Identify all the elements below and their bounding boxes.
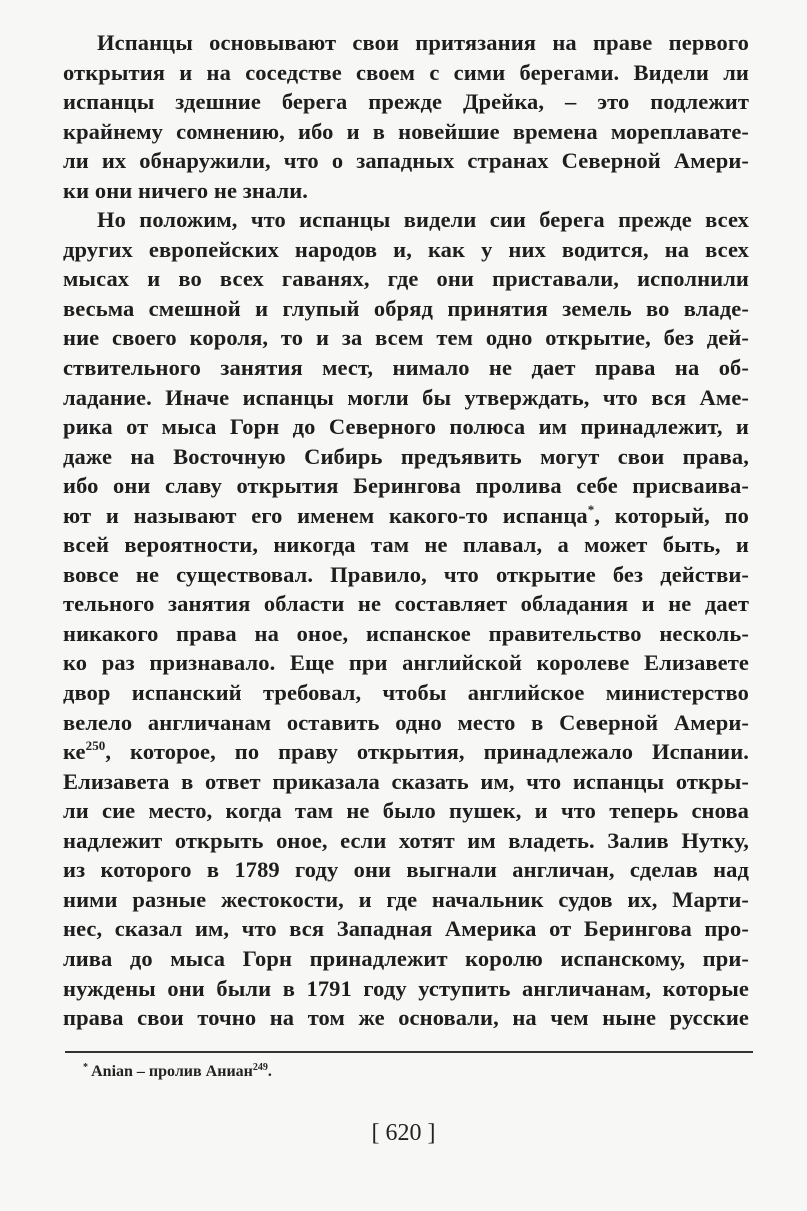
text-line xyxy=(63,708,749,738)
body-text xyxy=(63,28,749,1033)
text-line xyxy=(63,826,749,856)
line-text: ствительного занятия мест, нимало не дает права на об- xyxy=(63,355,749,381)
line-text: всей вероятности, никогда там не плавал, а может быть, и xyxy=(63,532,749,558)
footnote xyxy=(83,1063,272,1081)
text-line xyxy=(63,530,749,560)
line-text: надлежит открыть оное, если хотят им владеть. Залив Нутку, xyxy=(63,827,749,853)
footnote-reference: * xyxy=(587,501,595,517)
line-text: других европейских народов и, как у них водится, на всех xyxy=(63,236,749,262)
text-line xyxy=(63,648,749,678)
line-text: ли сие место, когда там не было пушек, и что теперь снова xyxy=(63,798,749,824)
text-line xyxy=(63,176,749,206)
line-text: даже на Восточную Сибирь предъявить могут свои права, xyxy=(63,443,749,469)
line-text: весьма смешной и глупый обряд принятия земель во владе- xyxy=(63,295,749,321)
line-text: ние своего короля, то и за всем тем одно открытие, без дей- xyxy=(63,325,749,351)
footnote-marker: * xyxy=(83,1062,88,1073)
text-line xyxy=(63,205,749,235)
line-text: испанцы здешние берега прежде Дрейка, – это подлежит xyxy=(63,89,749,115)
text-line xyxy=(63,974,749,1004)
text-line xyxy=(63,737,749,767)
line-text: ке xyxy=(63,739,86,765)
line-text: ними разные жестокости, и где начальник судов их, Марти- xyxy=(63,886,749,912)
line-text: рика от мыса Горн до Северного полюса им принадлежит, и xyxy=(63,414,749,440)
text-line xyxy=(63,914,749,944)
text-line xyxy=(63,442,749,472)
line-text: лива до мыса Горн принадлежит королю испанскому, при- xyxy=(63,945,749,971)
text-line xyxy=(63,855,749,885)
line-text: мысах и во всех гаванях, где они приставали, исполнили xyxy=(63,266,749,292)
text-line xyxy=(63,767,749,797)
line-text: ют и называют его именем какого-то испанца xyxy=(63,502,588,528)
footnote-reference: 250 xyxy=(85,738,106,754)
line-text: вовсе не существовал. Правило, что открытие без действи- xyxy=(63,561,749,587)
line-text: нес, сказал им, что вся Западная Америка от Берингова про- xyxy=(63,916,749,942)
text-line xyxy=(63,117,749,147)
line-text: ладание. Иначе испанцы могли бы утверждать, что вся Аме- xyxy=(63,384,749,410)
line-text: двор испанский требовал, чтобы английское министерство xyxy=(63,680,749,706)
footnote-ref: 249 xyxy=(252,1062,268,1073)
line-text: ки они ничего не знали. xyxy=(63,177,309,203)
line-text: тельного занятия области не составляет обладания и не дает xyxy=(63,591,749,617)
text-line xyxy=(63,678,749,708)
text-line xyxy=(63,58,749,88)
text-line xyxy=(63,589,749,619)
line-text: крайнему сомнению, ибо и в новейшие времена мореплавате- xyxy=(63,118,749,144)
text-line xyxy=(63,294,749,324)
text-line xyxy=(63,796,749,826)
text-line xyxy=(63,383,749,413)
text-line xyxy=(63,235,749,265)
line-text: Елизавета в ответ приказала сказать им, что испанцы откры- xyxy=(63,768,749,794)
text-line xyxy=(63,471,749,501)
line-text: велело англичанам оставить одно место в Северной Амери- xyxy=(63,709,749,735)
line-text-continued: , которое, по праву открытия, принадлежало Испании. xyxy=(105,739,749,765)
text-line xyxy=(63,412,749,442)
text-line xyxy=(63,501,749,531)
footnote-text: Anian – пролив Аниан xyxy=(91,1063,253,1080)
line-text: права свои точно на том же основали, на чем ныне русские xyxy=(63,1005,749,1031)
line-text: нуждены они были в 1791 году уступить англичанам, которые xyxy=(63,975,749,1001)
text-line xyxy=(63,28,749,58)
line-text: никакого права на оное, испанское правительство несколь- xyxy=(63,620,749,646)
text-line xyxy=(63,323,749,353)
text-line xyxy=(63,885,749,915)
line-text: из которого в 1789 году они выгнали англичан, сделав над xyxy=(63,857,749,883)
text-line xyxy=(63,944,749,974)
line-text: открытия и на соседстве своем с сими берегами. Видели ли xyxy=(63,59,749,85)
text-line xyxy=(63,353,749,383)
line-text-continued: , который, по xyxy=(594,502,749,528)
line-text: ибо они славу открытия Берингова пролива себе присваива- xyxy=(63,473,749,499)
line-text: ли их обнаружили, что о западных странах Северной Амери- xyxy=(63,148,749,174)
line-text: Но положим, что испанцы видели сии берега прежде всех xyxy=(97,207,749,233)
line-text: ко раз признавало. Еще при английской королеве Елизавете xyxy=(63,650,749,676)
footnote-divider xyxy=(65,1051,753,1053)
line-text: Испанцы основывают свои притязания на праве первого xyxy=(97,30,749,55)
footnote-end: . xyxy=(267,1063,272,1080)
text-line xyxy=(63,560,749,590)
page-number: [ 620 ] xyxy=(371,1120,436,1146)
text-line xyxy=(63,87,749,117)
text-line xyxy=(63,619,749,649)
text-line xyxy=(63,264,749,294)
text-line xyxy=(63,1003,749,1033)
text-line xyxy=(63,146,749,176)
